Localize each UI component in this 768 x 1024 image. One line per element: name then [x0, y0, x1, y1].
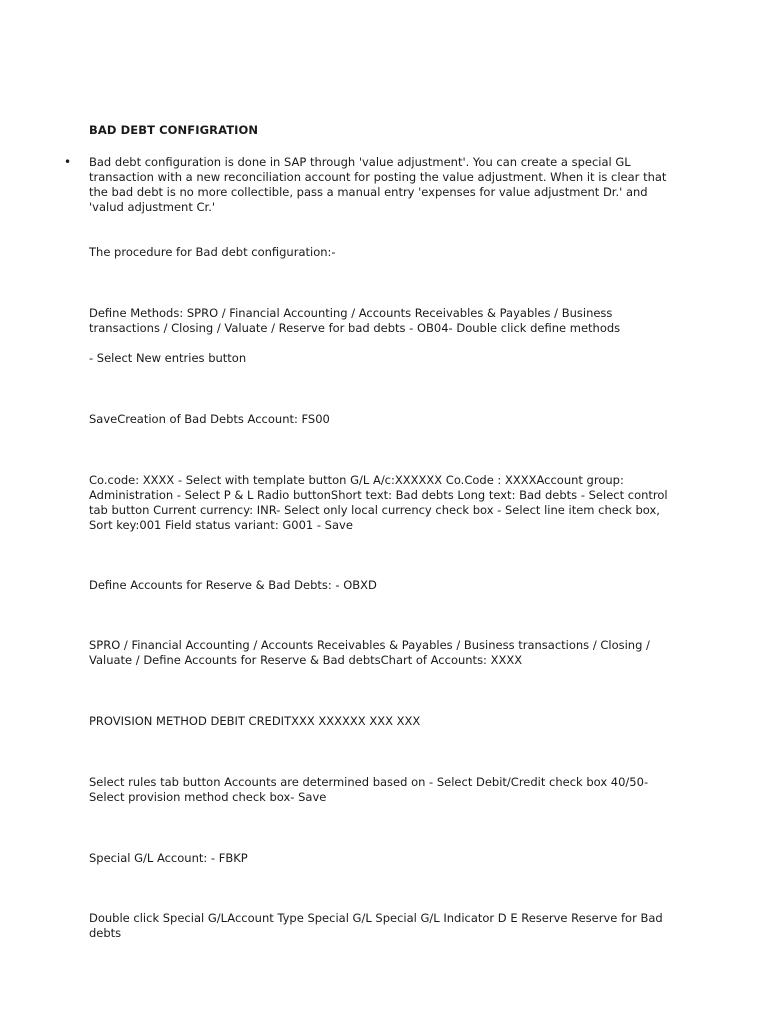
paragraph-define-methods: Define Methods: SPRO / Financial Accounting / Accounts Receivables & Payables / Business transactions / Closing / Valuate / Reserve for bad debts - OB04- Double click define methods [89, 306, 621, 335]
paragraph-double-click: Double click Special G/LAccount Type Special G/L Special G/L Indicator D E Reserve Reserve for Bad debts [89, 911, 663, 940]
bullet-dot-icon: • [64, 155, 72, 169]
paragraph-new-entries: - Select New entries button [89, 351, 247, 365]
paragraph-co-code: Co.code: XXXX - Select with template button G/L A/c:XXXXXX Co.Code : XXXXAccount group: Administration - Select P & L Radio buttonShort text: Bad debts Long text: Bad debts - Select control tab button Current currency: INR- Select only local currency check box - Select line item check box, Sort key:001 Field status variant: G001 - Save [89, 473, 668, 532]
paragraph-define-accounts: Define Accounts for Reserve & Bad Debts: - OBXD [89, 578, 377, 592]
bullet-text: Bad debt configuration is done in SAP through 'value adjustment'. You can create a special GL transaction with a new reconciliation account for posting the value adjustment. When it is clear that the bad debt is no more collectible, pass a manual entry 'expenses for value adjustment Dr.' and 'valud adjustment Cr.' [89, 155, 667, 214]
paragraph-spro-path: SPRO / Financial Accounting / Accounts Receivables & Payables / Business transactions / Closing / Valuate / Define Accounts for Reserve & Bad debtsChart of Accounts: XXXX [89, 638, 650, 667]
document-heading: BAD DEBT CONFIGRATION [89, 123, 259, 137]
paragraph-creation-account: SaveCreation of Bad Debts Account: FS00 [89, 412, 330, 426]
paragraph-procedure-intro: The procedure for Bad debt configuration:- [89, 245, 336, 259]
paragraph-provision-method: PROVISION METHOD DEBIT CREDITXXX XXXXXX XXX XXX [89, 714, 421, 728]
paragraph-select-rules: Select rules tab button Accounts are determined based on - Select Debit/Credit check box 40/50- Select provision method check box- Save [89, 775, 649, 804]
paragraph-special-gl: Special G/L Account: - FBKP [89, 851, 248, 865]
